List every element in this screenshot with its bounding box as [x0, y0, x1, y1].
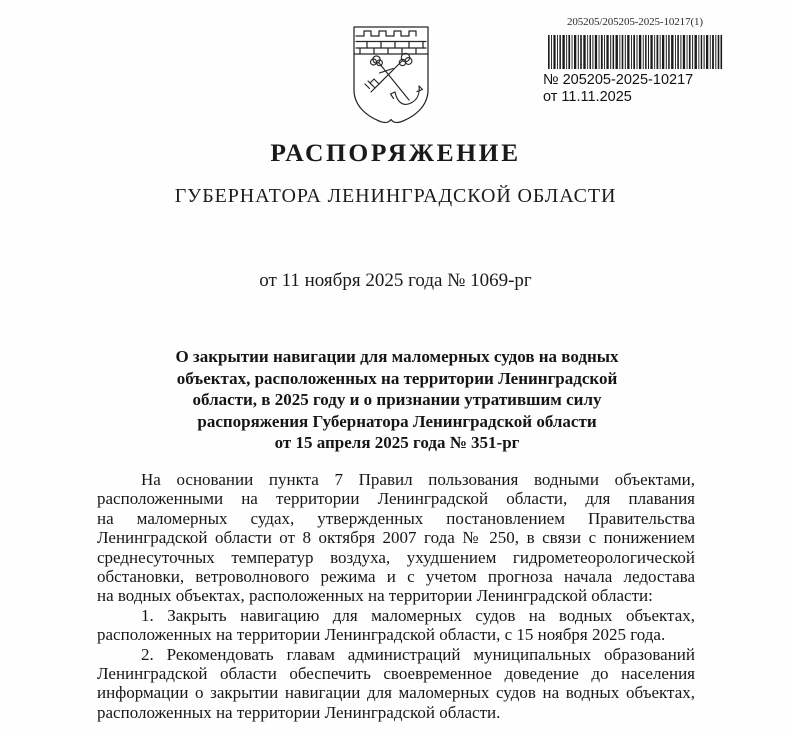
body-line: 2. Рекомендовать главам администраций муниципальных образований [141, 644, 695, 664]
barcode-image [547, 35, 723, 69]
subject-line: от 15 апреля 2025 года № 351-рг [274, 433, 520, 452]
registration-date: от 11.11.2025 [543, 89, 632, 105]
body-line: На основании пункта 7 Правил пользования водными объектами, [141, 470, 695, 489]
subject-line: О закрытии навигации для маломерных судов на водных [175, 347, 619, 366]
subject-line: области, в 2025 году и о признании утратившим силу [192, 390, 602, 409]
document-title: РАСПОРЯЖЕНИЕ [270, 138, 521, 167]
subject-line: распоряжения Губернатора Ленинградской области [197, 411, 597, 431]
subject-line: объектах, расположенных на территории Ленинградской [176, 368, 618, 388]
document-subtitle: ГУБЕРНАТОРА ЛЕНИНГРАДСКОЙ ОБЛАСТИ [174, 185, 617, 207]
registration-reference-code: 205205/205205-2025-10217(1) [566, 16, 703, 28]
paragraph-preamble [97, 470, 695, 606]
body-line: расположенных на территории Ленинградской области. [97, 702, 501, 722]
document-subject [137, 346, 657, 454]
body-line: расположенными на территории Ленинградской области, для плавания [97, 489, 695, 509]
body-line: среднесуточных температур воздуха, ухудшением гидрометеорологической [97, 547, 695, 567]
body-line: обстановки, ветроволнового режима и с учетом прогноза начала ледостава [97, 567, 695, 587]
body-line: на маломерных судах, утвержденных постановлением Правительства [97, 508, 695, 528]
registration-number-lines [537, 72, 733, 106]
paragraph-item-1 [97, 606, 695, 645]
coat-of-arms-icon [345, 24, 437, 128]
body-line: 1. Закрыть навигацию для маломерных судов на водных объектах, [141, 605, 695, 625]
document-header [0, 0, 791, 140]
body-line: информации о закрытии навигации для маломерных судов на водных объектах, [97, 683, 695, 703]
document-date-number: от 11 ноября 2025 года № 1069-рг [259, 270, 532, 291]
body-line: расположенных на территории Ленинградской области, с 15 ноября 2025 года. [97, 625, 666, 645]
paragraph-item-2 [97, 645, 695, 723]
body-line: на водных объектах, расположенных на территории Ленинградской области: [97, 586, 653, 606]
body-line: Ленинградской области от 8 октября 2007 года № 250, в связи с понижением [97, 528, 695, 548]
registration-number: № 205205-2025-10217 [543, 72, 694, 88]
document-body [97, 470, 695, 722]
body-line: Ленинградской области обеспечить своевременное доведение до населения [97, 664, 695, 684]
registration-block [537, 16, 733, 106]
